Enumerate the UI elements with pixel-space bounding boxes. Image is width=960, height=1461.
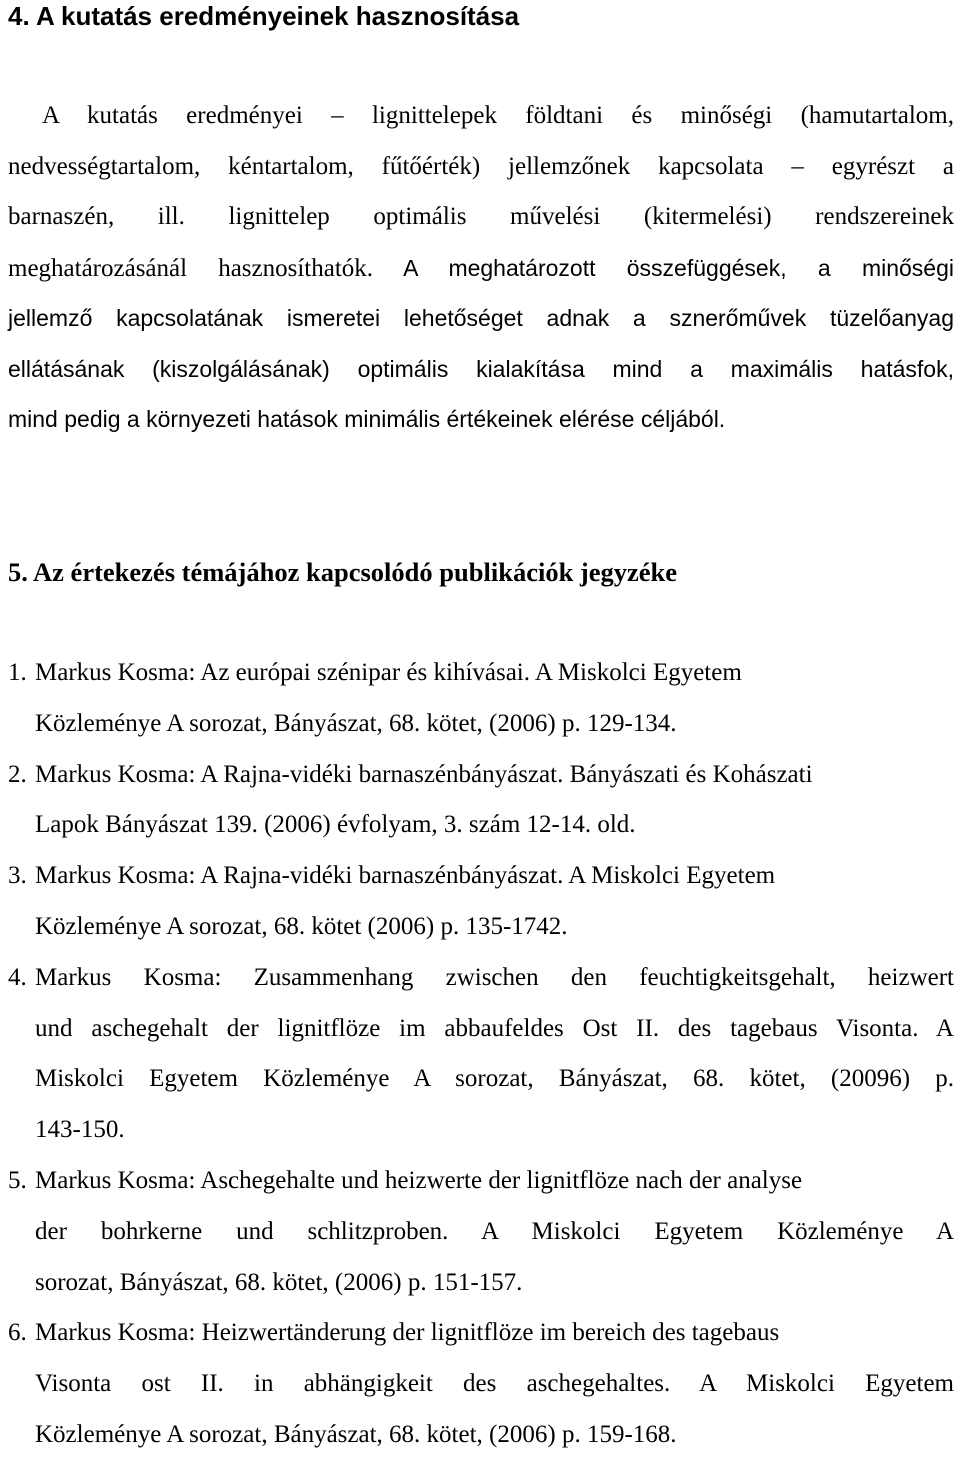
- publication-number: 4.: [8, 963, 27, 991]
- publication-number: 5.: [8, 1166, 27, 1194]
- publication-number: 2.: [8, 760, 27, 788]
- paragraph-line: barnaszén, ill. lignittelep optimális művelési (kitermelési) rendszereinek: [8, 203, 954, 230]
- publication-number: 3.: [8, 862, 27, 890]
- paragraph-line-sans-part: A meghatározott összefüggések, a minőségi: [373, 254, 954, 281]
- publication-line: Markus Kosma: A Rajna-vidéki barnaszénbányászat. A Miskolci Egyetem: [35, 862, 776, 890]
- publication-line: der bohrkerne und schlitzproben. A Miskolci Egyetem Közleménye A: [35, 1217, 954, 1245]
- publication-line: Közleménye A sorozat, Bányászat, 68. kötet, (2006) p. 159-168.: [35, 1420, 677, 1448]
- paragraph-line-last: mind pedig a környezeti hatások minimális értékeinek elérése céljából.: [8, 406, 726, 432]
- publication-number: 1.: [8, 659, 27, 686]
- publication-line: Markus Kosma: Zusammenhang zwischen den feuchtigkeitsgehalt, heizwert: [35, 963, 954, 991]
- publication-line: Markus Kosma: Az európai szénipar és kihívásai. A Miskolci Egyetem: [35, 659, 742, 686]
- publication-line: Markus Kosma: Heizwertänderung der lignitflöze im bereich des tagebaus: [35, 1319, 780, 1347]
- publication-line: Közleménye A sorozat, Bányászat, 68. kötet, (2006) p. 129-134.: [35, 709, 677, 737]
- paragraph-line-mixed: [8, 243, 954, 294]
- publication-line: Markus Kosma: A Rajna-vidéki barnaszénbányászat. Bányászati és Kohászati: [35, 760, 813, 788]
- publication-line: Markus Kosma: Aschegehalte und heizwerte der lignitflöze nach der analyse: [35, 1166, 803, 1194]
- publication-line: und aschegehalt der lignitflöze im abbaufeldes Ost II. des tagebaus Visonta. A: [35, 1014, 954, 1042]
- publication-line: Miskolci Egyetem Közleménye A sorozat, Bányászat, 68. kötet, (20096) p.: [35, 1065, 954, 1093]
- publication-item: [8, 851, 954, 953]
- publication-line: Lapok Bányászat 139. (2006) évfolyam, 3. szám 12-14. old.: [35, 811, 636, 839]
- paragraph-line: nedvességtartalom, kéntartalom, fűtőérték) jellemzőnek kapcsolata – egyrészt a: [8, 152, 954, 180]
- publication-item: [8, 750, 954, 852]
- publication-line: 143-150.: [35, 1116, 125, 1144]
- publication-item: [8, 1308, 954, 1460]
- section-5-heading: 5. Az értekezés témájához kapcsolódó publikációk jegyzéke: [8, 557, 678, 587]
- paragraph-line: ellátásának (kiszolgálásának) optimális kialakítása mind a maximális hatásfok,: [8, 355, 954, 382]
- section-4-heading: 4. A kutatás eredményeinek hasznosítása: [8, 1, 520, 31]
- publication-number: 6.: [8, 1319, 27, 1347]
- publication-line: sorozat, Bányászat, 68. kötet, (2006) p. 151-157.: [35, 1268, 523, 1296]
- section-4-paragraph: [8, 91, 954, 445]
- paragraph-line: jellemző kapcsolatának ismeretei lehetőséget adnak a sznerőművek tüzelőanyag: [8, 305, 954, 331]
- publication-item: [8, 648, 954, 750]
- publication-item: [8, 953, 954, 1156]
- publication-list: [8, 648, 954, 1461]
- paragraph-line: A kutatás eredményei – lignittelepek földtani és minőségi (hamutartalom,: [42, 102, 954, 129]
- paragraph-line-serif-part: meghatározásánál hasznosíthatók.: [8, 254, 374, 282]
- publication-line: Közleménye A sorozat, 68. kötet (2006) p. 135-1742.: [35, 912, 568, 940]
- publication-line: Visonta ost II. in abhängigkeit des aschegehaltes. A Miskolci Egyetem: [35, 1370, 954, 1398]
- publication-item: [8, 1156, 954, 1308]
